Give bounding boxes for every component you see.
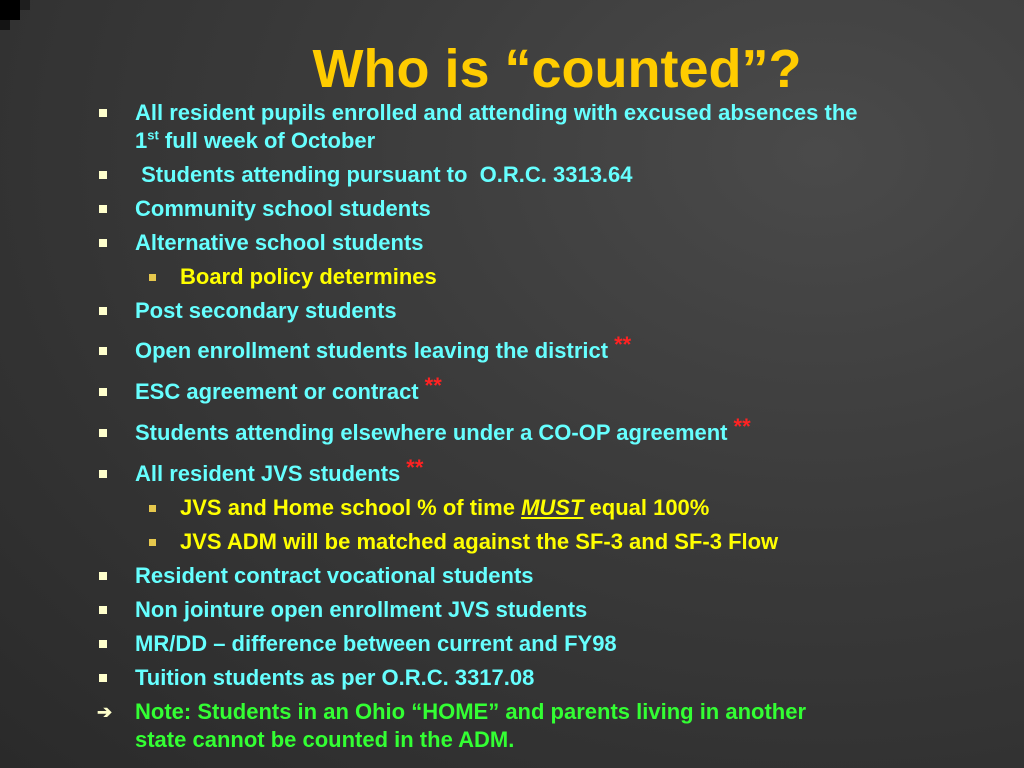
square-bullet-icon xyxy=(99,470,107,478)
item-text: MR/DD – difference between current and FY98 xyxy=(135,631,617,656)
list-item xyxy=(95,161,995,189)
sub-list-item xyxy=(95,263,995,291)
list-item xyxy=(95,297,995,325)
list-item xyxy=(95,596,995,624)
asterisk-mark: ** xyxy=(733,414,751,439)
square-bullet-icon xyxy=(99,307,107,315)
square-bullet-icon xyxy=(99,171,107,179)
asterisk-mark: ** xyxy=(614,332,632,357)
item-text-line2-prefix: 1 xyxy=(135,128,148,153)
arrow-right-icon: ➔ xyxy=(97,702,113,722)
item-text: All resident pupils enrolled and attending with excused absences the xyxy=(135,100,858,125)
list-item xyxy=(95,414,995,447)
note-text: Note: Students in an Ohio “HOME” and parents living in another xyxy=(135,699,807,724)
note-item xyxy=(95,698,995,754)
item-text-line2: full week of October xyxy=(158,128,376,153)
square-bullet-icon xyxy=(99,429,107,437)
item-text: Alternative school students xyxy=(135,230,424,255)
item-text: ESC agreement or contract xyxy=(135,379,419,404)
emphasis-must: MUST xyxy=(521,495,584,520)
square-bullet-icon xyxy=(99,109,107,117)
item-text: All resident JVS students xyxy=(135,461,401,486)
item-text: Resident contract vocational students xyxy=(135,563,534,588)
item-text: Board policy determines xyxy=(180,264,437,289)
item-text: Students attending elsewhere under a CO-OP agreement xyxy=(135,420,728,445)
item-text: Non jointure open enrollment JVS students xyxy=(135,597,588,622)
item-text: Community school students xyxy=(135,196,431,221)
list-item xyxy=(95,562,995,590)
square-bullet-icon xyxy=(99,606,107,614)
list-item xyxy=(95,229,995,257)
item-text-prefix: JVS and Home school % of time xyxy=(180,495,522,520)
item-text-suffix: equal 100% xyxy=(583,495,710,520)
bullet-list xyxy=(95,99,995,754)
asterisk-mark: ** xyxy=(424,373,442,398)
square-bullet-icon xyxy=(99,205,107,213)
list-item xyxy=(95,195,995,223)
ordinal-suffix: st xyxy=(147,127,159,143)
square-bullet-icon xyxy=(99,674,107,682)
square-bullet-icon xyxy=(99,572,107,580)
corner-square xyxy=(20,0,30,10)
list-item xyxy=(95,99,995,155)
square-bullet-icon xyxy=(149,505,156,512)
item-text: Tuition students as per O.R.C. 3317.08 xyxy=(135,665,535,690)
square-bullet-icon xyxy=(99,640,107,648)
list-item xyxy=(95,455,995,488)
square-bullet-icon xyxy=(99,239,107,247)
list-item xyxy=(95,630,995,658)
corner-square xyxy=(0,0,20,20)
square-bullet-icon xyxy=(149,274,156,281)
sub-list-item xyxy=(95,494,995,522)
item-text: Open enrollment students leaving the district xyxy=(135,338,609,363)
square-bullet-icon xyxy=(149,539,156,546)
item-text: JVS ADM will be matched against the SF-3 and SF-3 Flow xyxy=(180,529,779,554)
item-text: Students attending pursuant to O.R.C. 3313.64 xyxy=(135,162,633,187)
list-item xyxy=(95,332,995,365)
list-item xyxy=(95,373,995,406)
list-item xyxy=(95,664,995,692)
corner-square xyxy=(0,20,10,30)
item-text: Post secondary students xyxy=(135,298,397,323)
asterisk-mark: ** xyxy=(406,455,424,480)
square-bullet-icon xyxy=(99,347,107,355)
slide-title: Who is “counted”? xyxy=(312,39,802,99)
note-text-line2: state cannot be counted in the ADM. xyxy=(135,727,515,752)
sub-list-item xyxy=(95,528,995,556)
square-bullet-icon xyxy=(99,388,107,396)
